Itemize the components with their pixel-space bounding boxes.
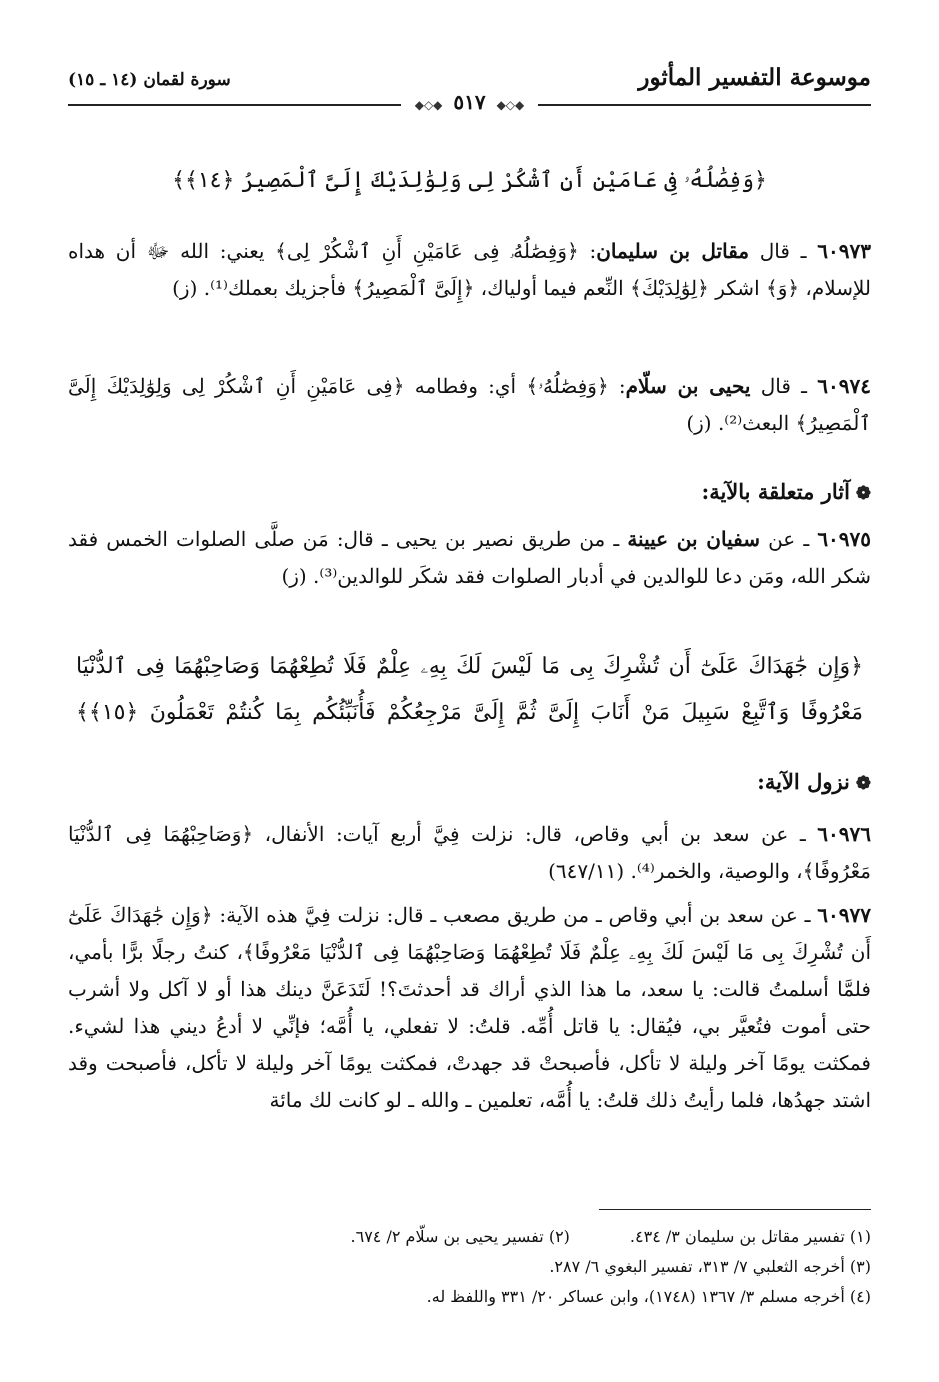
footnote-4: (٤) أخرجه مسلم ٣/ ١٣٦٧ (١٧٤٨)، وابن عساكر ٢٠/ ٣٣١ واللفظ له. xyxy=(426,1287,871,1306)
narrator-name: يحيى بن سلّام xyxy=(625,374,751,398)
book-title: موسوعة التفسير المأثور xyxy=(638,64,871,91)
footnote-separator xyxy=(599,1209,871,1210)
entry-60974 xyxy=(68,368,871,442)
page-number-block xyxy=(68,90,871,120)
narrator-name: مقاتل بن سليمان xyxy=(596,239,750,263)
entry-number: ٦٠٩٧٣ xyxy=(817,239,871,263)
footnote-row xyxy=(68,1222,871,1252)
flower-ornament-icon: ❁ xyxy=(855,773,871,794)
quran-verse-15: ﴿وَإِن جَٰهَدَاكَ عَلَىٰٓ أَن تُشْرِكَ بِى مَا لَيْسَ لَكَ بِهِۦ عِلْمٌ فَلَا تُطِعْهُمَا وَصَاحِبْهُمَا فِى ٱلدُّنْيَا مَعْرُوفًا وَٱتَّبِعْ سَبِيلَ مَنْ أَنَابَ إِلَىَّ ثُمَّ إِلَىَّ مَرْجِعُكُمْ فَأُنَبِّئُكُم بِمَا كُنتُمْ تَعْمَلُونَ ﴿١٥﴾﴾ xyxy=(76,654,863,725)
narrator-name: سفيان بن عيينة xyxy=(627,527,760,551)
entry-number: ٦٠٩٧٤ xyxy=(817,374,871,398)
entry-intro: ـ عن سعد بن أبي وقاص ـ من طريق مصعب ـ قال: نزلت فِيَّ هذه الآية: xyxy=(212,903,811,927)
surah-reference: سورة لقمان (١٤ ـ ١٥) xyxy=(68,70,231,90)
footnotes xyxy=(68,1222,871,1312)
entry-number: ٦٠٩٧٧ xyxy=(817,903,871,927)
entry-intro: ـ عن سعد بن أبي وقاص، قال: نزلت فِيَّ أربع آيات: الأنفال، xyxy=(253,822,806,846)
heading-text: آثار متعلقة بالآية: xyxy=(701,479,850,504)
document-page xyxy=(68,0,871,1382)
entry-intro: ـ قال xyxy=(749,239,807,263)
entry-text: ﴿وَصَاحِبْهُمَا فِى ٱلدُّنْيَا مَعْرُوفًا﴾، والوصية، والخمر⁽⁴⁾. (٦٤٧/١١) xyxy=(68,822,871,883)
entry-intro: ـ قال xyxy=(750,374,808,398)
entry-number: ٦٠٩٧٦ xyxy=(817,822,871,846)
footnote-3: (٣) أخرجه الثعلبي ٧/ ٣١٣، تفسير البغوي ٦/ ٢٨٧. xyxy=(549,1257,871,1276)
ornament-icon: ◆◇◆ xyxy=(496,98,525,112)
section-heading-nuzul xyxy=(68,764,871,802)
entry-text: : ﴿وَفِصَٰلُهُۥ﴾ أي: وفطامه ﴿فِى عَامَيْنِ أَنِ ٱشْكُرْ لِى وَلِوَٰلِدَيْكَ إِلَىَّ ٱلْمَصِيرُ﴾ البعث⁽²⁾. (ز) xyxy=(68,374,871,435)
page-number: ٥١٧ xyxy=(453,90,486,114)
entry-text: ﴿وَإِن جَٰهَدَاكَ عَلَىٰٓ أَن تُشْرِكَ بِى مَا لَيْسَ لَكَ بِهِۦ عِلْمٌ فَلَا تُطِعْهُمَا وَصَاحِبْهُمَا فِى ٱلدُّنْيَا مَعْرُوفًا﴾، كنتُ رجلًا برًّا بأمي، فلمَّا أسلمتُ قالت: يا سعد، ما هذا الذي أراك قد أحدثتَ؟! لَتَدَعَنَّ دينك هذا أو لا آكل ولا أشرب حتى أموت فتُعيَّر بي، فيُقال: يا قاتل أُمِّه. قلتُ: لا تفعلي، يا أُمَّه؛ فإنِّي لا أدعُ ديني هذا لشيء. فمكثت يومًا آخر وليلة لا تأكل، فأصبحتْ قد جهدتْ، فمكثت يومًا آخر وليلة لا تأكل، فأصبحت وقد اشتد جهدُها، فلما رأيتُ ذلك قلتُ: يا أُمَّه، تعلمين ـ والله ـ لو كانت لك مائة xyxy=(68,903,871,1112)
page-number-frame xyxy=(401,90,539,114)
entry-intro: ـ عن xyxy=(759,527,810,551)
footnote-1: (١) تفسير مقاتل بن سليمان ٣/ ٤٣٤. xyxy=(629,1227,871,1246)
entry-text: ـ من طريق نصير بن يحيى ـ قال: مَن صلَّى الصلوات الخمس فقد شكر الله، ومَن دعا للوالدين في أدبار الصلوات فقد شكَر للوالدين⁽³⁾. (ز) xyxy=(68,527,871,588)
quran-verse-14: ﴿وَفِصَٰلُهُۥ فِى عَامَيْنِ أَنِ ٱشْكُرْ لِى وَلِوَٰلِدَيْكَ إِلَىَّ ٱلْمَصِيرُ ﴿١٤﴾﴾ xyxy=(172,168,767,193)
heading-text: نزول الآية: xyxy=(757,769,850,794)
flower-ornament-icon: ❁ xyxy=(855,483,871,504)
entry-60977 xyxy=(68,897,871,1119)
entry-text: : ﴿وَفِصَٰلُهُۥ فِى عَامَيْنِ أَنِ ٱشْكُرْ لِى﴾ يعني: الله ﷻ أن هداه للإسلام، ﴿وَ﴾ اشكر ﴿لِوَٰلِدَيْكَ﴾ النِّعم فيما أولياك، ﴿إِلَىَّ ٱلْمَصِيرُ﴾ فأجزيك بعملك⁽¹⁾. (ز) xyxy=(68,239,871,300)
entry-60975 xyxy=(68,521,871,595)
entry-60976 xyxy=(68,816,871,890)
entry-number: ٦٠٩٧٥ xyxy=(817,527,872,551)
entry-60973 xyxy=(68,233,871,307)
section-heading-athar xyxy=(68,474,871,512)
ornament-icon: ◆◇◆ xyxy=(414,98,443,112)
footnote-2: (٢) تفسير يحيى بن سلّام ٢/ ٦٧٤. xyxy=(350,1227,570,1246)
